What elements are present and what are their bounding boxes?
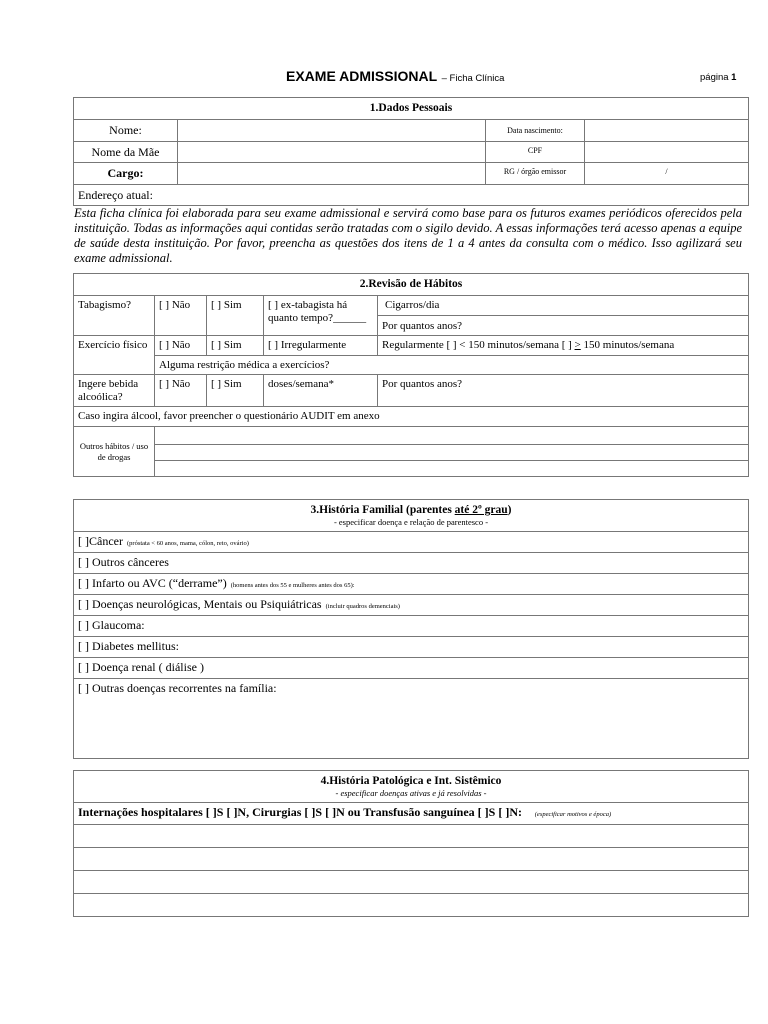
section-subtitle: - especificar doenças ativas e já resolvidas - <box>335 788 487 798</box>
checkbox-exercicio-nao[interactable]: [ ] Não <box>155 336 207 356</box>
checkbox-regularmente[interactable]: Regularmente [ ] < 150 minutos/semana [ ] > 150 minutos/semana <box>378 336 749 356</box>
field-cpf[interactable] <box>585 142 749 163</box>
field-nome-mae[interactable] <box>178 142 486 163</box>
label-endereco: Endereço atual: <box>78 187 153 202</box>
field-outros-habitos-3[interactable] <box>155 461 749 477</box>
field-bebida-anos[interactable]: Por quantos anos? <box>378 375 749 407</box>
label-rg: RG / órgão emissor <box>486 163 585 185</box>
section-historia-patologica <box>73 770 749 917</box>
label-data-nascimento: Data nascimento: <box>486 120 585 142</box>
section-dados-pessoais <box>73 97 749 206</box>
checkbox-tabagismo-nao[interactable]: [ ] Não <box>155 296 207 336</box>
field-patologica-4[interactable] <box>74 894 749 917</box>
section-title: 1.Dados Pessoais <box>74 98 749 120</box>
section-revisao-habitos <box>73 273 749 477</box>
form-title: EXAME ADMISSIONAL <box>286 68 438 84</box>
internacoes-line[interactable]: Internações hospitalares [ ]S [ ]N, Cirurgias [ ]S [ ]N ou Transfusão sanguínea [ ]S [ ]N: (especificar motivos e época) <box>74 803 749 825</box>
section-title: 2.Revisão de Hábitos <box>74 274 749 296</box>
familial-item-note: (próstata < 60 anos, mama, cólon, reto, ovário) <box>126 540 249 547</box>
form-subtitle: – Ficha Clínica <box>441 73 505 84</box>
section-subtitle: - especificar doença e relação de parentesco - <box>333 517 489 527</box>
checkbox-tabagismo-sim[interactable]: [ ] Sim <box>207 296 264 336</box>
familial-item-label: [ ] Infarto ou AVC (“derrame”) <box>78 576 227 590</box>
familial-item-label: [ ] Doença renal ( diálise ) <box>78 660 204 674</box>
intro-paragraph: Esta ficha clínica foi elaborada para seu exame admissional e servirá como base para os futuros exames periódicos oferecidos pela instituição. Todas as informações aqui contidas serão tratadas com o sigilo devido. A essas informações terá acesso apenas a equipe de saúde desta instituição. Por favor, preencha as questões dos itens de 1 a 4 antes da consulta com o médico. Isso agilizará seu exame admissional. <box>74 206 742 265</box>
familial-item-label: [ ] Diabetes mellitus: <box>78 639 179 653</box>
checkbox-irregularmente: [ ] Irregularmente <box>264 336 378 356</box>
familial-item-note: (homens antes dos 55 e mulheres antes dos 65): <box>230 582 355 589</box>
label-cargo: Cargo: <box>74 163 178 185</box>
page-title <box>286 68 504 86</box>
familial-item[interactable] <box>74 595 749 616</box>
field-outros-habitos-2[interactable] <box>155 445 749 461</box>
audit-note: Caso ingira álcool, favor preencher o questionário AUDIT em anexo <box>74 407 749 427</box>
field-cargo[interactable] <box>178 163 486 185</box>
section-header <box>74 500 749 532</box>
field-patologica-1[interactable] <box>74 825 749 848</box>
familial-item[interactable] <box>74 658 749 679</box>
label-cpf: CPF <box>486 142 585 163</box>
field-nome[interactable] <box>178 120 486 142</box>
familial-item-note: (incluir quadros demenciais) <box>325 603 400 610</box>
field-restricao-exercicio[interactable]: Alguma restrição médica a exercícios? <box>155 356 749 375</box>
familial-item-label: [ ]Câncer <box>78 534 123 548</box>
section-title: 3.História Familial (parentes até 2º grau) <box>310 504 512 516</box>
familial-item-label: [ ] Outras doenças recorrentes na família: <box>78 681 277 695</box>
field-data-nascimento[interactable] <box>585 120 749 142</box>
field-patologica-3[interactable] <box>74 871 749 894</box>
familial-item[interactable] <box>74 532 749 553</box>
familial-item[interactable] <box>74 553 749 574</box>
label-bebida: Ingere bebida alcoólica? <box>74 375 155 407</box>
field-patologica-2[interactable] <box>74 848 749 871</box>
familial-item[interactable] <box>74 616 749 637</box>
label-outros-habitos: Outros hábitos / uso de drogas <box>74 427 155 477</box>
familial-item[interactable] <box>74 574 749 595</box>
label-exercicio: Exercício físico <box>74 336 155 375</box>
label-nome: Nome: <box>74 120 178 142</box>
checkbox-exercicio-sim[interactable]: [ ] Sim <box>207 336 264 356</box>
section-title: 4.História Patológica e Int. Sistêmico <box>320 775 502 787</box>
label-tabagismo: Tabagismo? <box>74 296 155 336</box>
field-doses-semana[interactable]: doses/semana* <box>264 375 378 407</box>
section-historia-familial <box>73 499 749 759</box>
checkbox-ex-tabagista[interactable]: [ ] ex-tabagista há quanto tempo?______ <box>264 296 378 336</box>
field-rg[interactable]: / <box>585 163 749 185</box>
familial-item[interactable] <box>74 637 749 658</box>
label-nome-mae: Nome da Mãe <box>74 142 178 163</box>
section-header <box>74 771 749 803</box>
field-outros-habitos-1[interactable] <box>155 427 749 445</box>
field-tabagismo-anos[interactable]: Por quantos anos? <box>378 316 749 336</box>
page-number: página 1 <box>700 72 737 83</box>
field-endereco[interactable] <box>74 185 749 206</box>
familial-item-label: [ ] Outros cânceres <box>78 555 169 569</box>
familial-item-label: [ ] Doenças neurológicas, Mentais ou Psiquiátricas <box>78 597 322 611</box>
checkbox-bebida-nao[interactable]: [ ] Não <box>155 375 207 407</box>
familial-item-label: [ ] Glaucoma: <box>78 618 145 632</box>
checkbox-bebida-sim[interactable]: [ ] Sim <box>207 375 264 407</box>
field-cigarros-dia[interactable]: Cigarros/dia <box>378 296 749 316</box>
familial-item[interactable] <box>74 679 749 759</box>
